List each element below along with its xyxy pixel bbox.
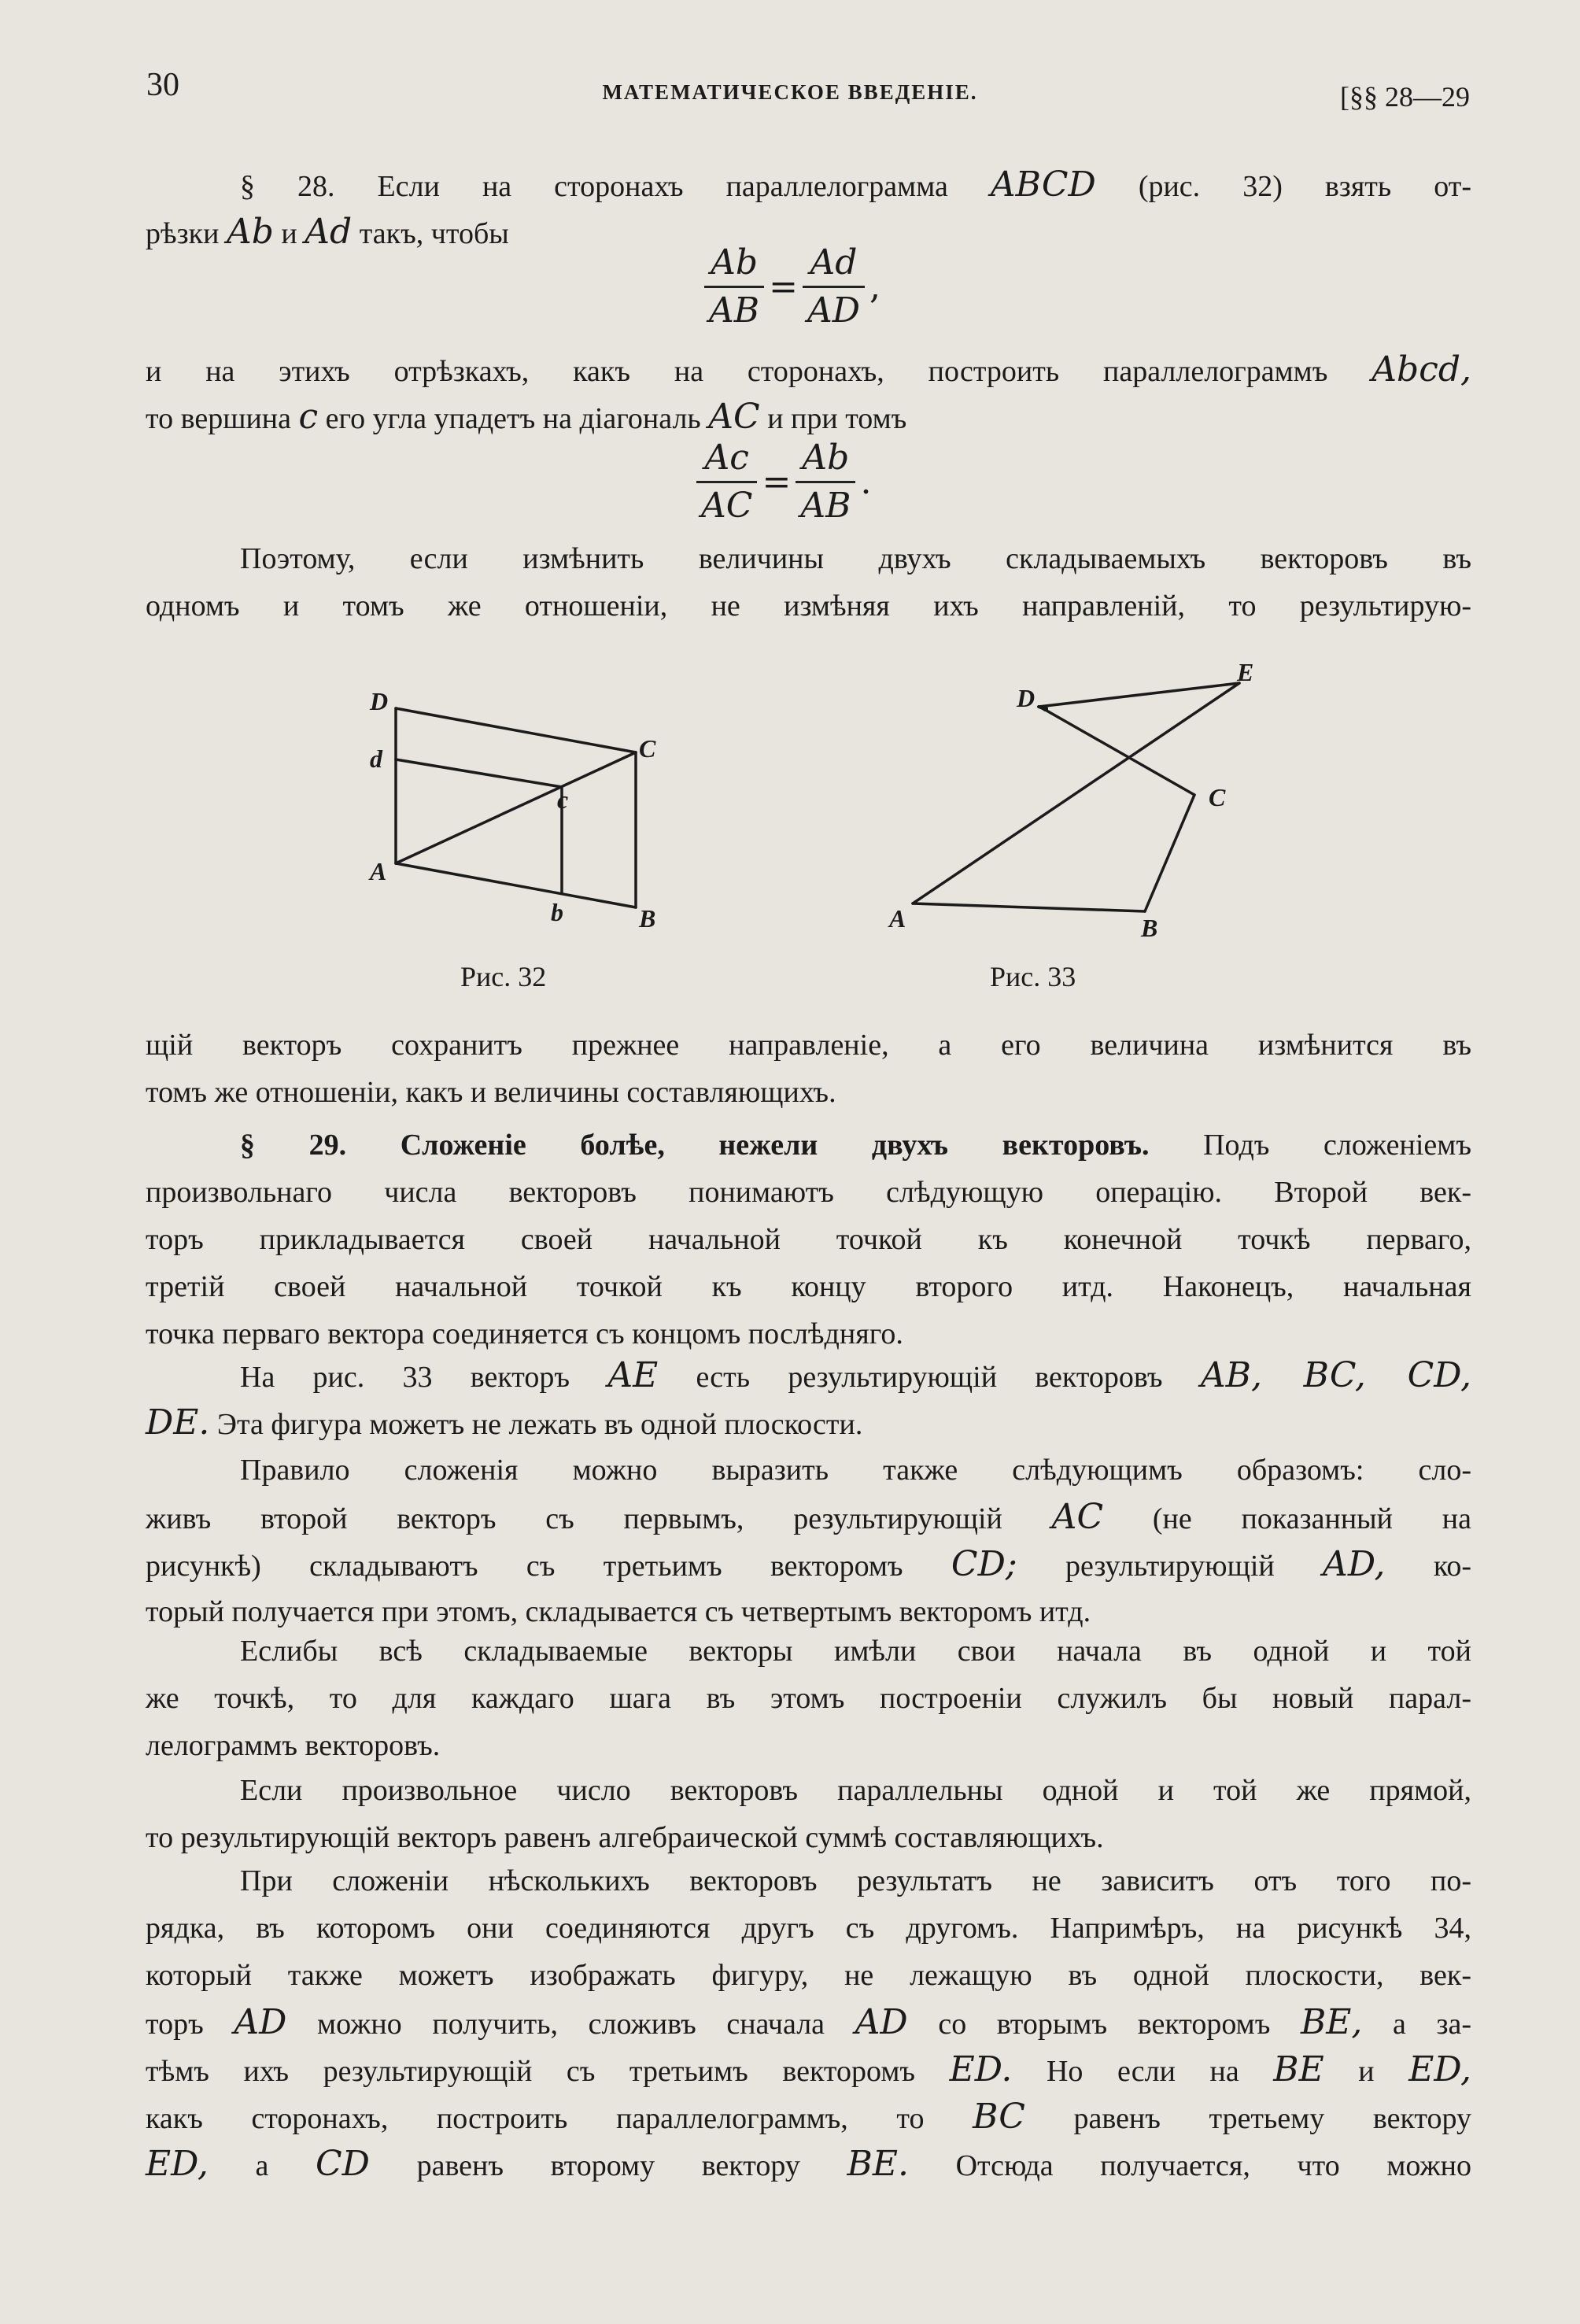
- paragraph-29-parallel: [146, 1767, 1471, 1861]
- text-line: третій своей начальной точкой къ концу второго итд. Наконецъ, начальная: [146, 1270, 1471, 1303]
- text: а: [255, 2149, 269, 2182]
- text-line: [146, 2093, 1471, 2141]
- text: а за-: [1393, 2008, 1472, 2041]
- math-var: BE,: [1300, 2002, 1363, 2042]
- text-line: томъ же отношеніи, какъ и величины составляющихъ.: [146, 1076, 836, 1109]
- text: и на этихъ отрѣзкахъ, какъ на сторонахъ, построить параллелограммъ: [146, 355, 1328, 388]
- math-var: DE.: [146, 1402, 210, 1443]
- text-line: же точкѣ, то для каждаго шага въ этомъ построеніи служилъ бы новый парал-: [146, 1682, 1471, 1715]
- paragraph-29-example: [146, 1352, 1471, 1446]
- math-var: AE: [607, 1355, 659, 1395]
- figure-32-caption: Рис. 32: [460, 961, 547, 992]
- text-line: то результирующій векторъ равенъ алгебраической суммѣ составляющихъ.: [146, 1821, 1104, 1854]
- text-line: [146, 1494, 1471, 1541]
- math-var: AC: [1051, 1497, 1104, 1537]
- vector-BC: [1145, 795, 1194, 911]
- paragraph-29-definition: [146, 1121, 1471, 1358]
- text-line: одномъ и томъ же отношеніи, не измѣняя ихъ направленій, то результирую-: [146, 589, 1471, 623]
- text: Отсюда получается, что можно: [955, 2149, 1472, 2182]
- text-line: Поэтому, если измѣнить величины двухъ складываемыхъ векторовъ въ: [240, 542, 1471, 575]
- math-var: ED,: [1408, 2049, 1472, 2089]
- text-line: Если произвольное число векторовъ параллельны одной и той же прямой,: [240, 1774, 1471, 1807]
- numerator: Ab: [796, 435, 855, 483]
- text-line: [146, 1399, 1471, 1446]
- text: Но если на: [1046, 2055, 1239, 2088]
- math-var: CD: [315, 2144, 370, 2184]
- text-line: торый получается при этомъ, складывается съ четвертымъ векторомъ итд.: [146, 1595, 1091, 1628]
- text-line: [146, 1121, 1471, 1169]
- denominator: AB: [709, 290, 760, 331]
- math-var: Ab: [226, 212, 274, 252]
- denominator: AB: [800, 486, 851, 526]
- denominator: AC: [701, 486, 753, 526]
- math-var: AB, BC, CD,: [1200, 1355, 1472, 1395]
- numerator: Ac: [696, 435, 757, 483]
- text: и: [281, 217, 297, 250]
- label-b: b: [551, 898, 563, 926]
- math-var: BC: [973, 2097, 1025, 2137]
- math-var: CD;: [951, 1544, 1017, 1584]
- figure-33-caption: Рис. 33: [990, 961, 1076, 992]
- denominator: AD: [807, 290, 861, 331]
- label-C: C: [639, 734, 656, 763]
- label-d: d: [370, 744, 382, 773]
- paragraph-29-common-origin: [146, 1628, 1471, 1769]
- side-DC: [396, 708, 636, 752]
- label-D: D: [370, 687, 389, 715]
- text: его угла упадетъ на діагональ: [325, 402, 701, 435]
- math-var: AD: [234, 2002, 287, 2042]
- text: рисункѣ) складываютъ съ третьимъ векторомъ: [146, 1550, 903, 1583]
- text: (рис. 32) взять от-: [1138, 170, 1472, 203]
- math-var: ABCD: [990, 164, 1096, 205]
- text: результирующій: [1065, 1550, 1275, 1583]
- paragraph-28-end: [146, 1022, 1471, 1116]
- vector-AB: [913, 903, 1145, 911]
- label-D: D: [1017, 684, 1035, 712]
- paragraph-28-conclusion: [146, 535, 1471, 630]
- text-line: [146, 1352, 1471, 1399]
- text: торъ: [146, 2008, 204, 2041]
- text: Эта фигура можетъ не лежать въ одной плоскости.: [216, 1408, 863, 1441]
- text: то вершина: [146, 402, 291, 435]
- text: какъ сторонахъ, построить параллелограммъ, то: [146, 2102, 925, 2135]
- text-line: торъ прикладывается своей начальной точкой къ конечной точкѣ перваго,: [146, 1223, 1471, 1256]
- fraction: [796, 435, 855, 529]
- text: рѣзки: [146, 217, 220, 250]
- segment-dc: [396, 759, 562, 787]
- label-C: C: [1209, 783, 1226, 811]
- text-line: При сложеніи нѣсколькихъ векторовъ результатъ не зависитъ отъ того по-: [240, 1864, 1471, 1897]
- label-B: B: [1141, 914, 1158, 942]
- text-line: Еслибы всѣ складываемые векторы имѣли свои начала въ одной и той: [240, 1635, 1471, 1668]
- text-line: [146, 2141, 1471, 2188]
- text: равенъ второму вектору: [416, 2149, 800, 2182]
- punctuation: .: [860, 462, 872, 502]
- math-var: Ad: [305, 212, 353, 252]
- text: живъ второй векторъ съ первымъ, результирующій: [146, 1502, 1002, 1535]
- math-var: AD: [855, 2002, 908, 2042]
- text-line: который также можетъ изображать фигуру, не лежащую въ одной плоскости, век-: [146, 1959, 1471, 1992]
- figure-33-vector-sum: [873, 645, 1283, 944]
- running-header: [0, 66, 1580, 113]
- text: (не показанный на: [1152, 1502, 1471, 1535]
- figure-32-parallelogram: [346, 677, 708, 944]
- text-line: [146, 161, 1471, 209]
- numerator: Ad: [803, 240, 865, 288]
- text: и при томъ: [767, 402, 907, 435]
- fraction: [696, 435, 757, 529]
- text-line: Правило сложенія можно выразить также слѣдующимъ образомъ: сло-: [240, 1454, 1471, 1487]
- paragraph-29-order: [146, 1857, 1471, 2188]
- text-line: рядка, въ которомъ они соединяются другъ съ другомъ. Напримѣръ, на рисункѣ 34,: [146, 1912, 1471, 1945]
- text-line: [146, 2046, 1471, 2093]
- text: На рис. 33 векторъ: [240, 1361, 570, 1394]
- label-A: A: [889, 904, 906, 933]
- label-c: c: [557, 785, 569, 814]
- paragraph-28-construction: [146, 346, 1471, 441]
- fraction: [704, 240, 764, 334]
- math-var: AC: [708, 397, 760, 437]
- page-number: 30: [146, 67, 179, 103]
- math-var: BE.: [847, 2144, 909, 2184]
- text-line: лелограммъ векторовъ.: [146, 1729, 441, 1762]
- formula-ratio-2: [696, 435, 876, 529]
- paragraph-29-rule: [146, 1446, 1471, 1635]
- vector-CD: [1043, 708, 1194, 795]
- fraction: [803, 240, 865, 334]
- text: ко-: [1433, 1550, 1472, 1583]
- text: и: [1358, 2055, 1375, 2088]
- section-number: § 29.: [240, 1129, 347, 1162]
- label-E: E: [1237, 658, 1254, 686]
- text: со вторымъ векторомъ: [938, 2008, 1271, 2041]
- text-line: [146, 1541, 1471, 1588]
- math-var: AD,: [1323, 1544, 1386, 1584]
- text-line: [146, 393, 1471, 441]
- text: равенъ третьему вектору: [1073, 2102, 1472, 2135]
- diagonal-AC: [396, 752, 636, 863]
- side-AB: [396, 863, 636, 907]
- math-var: ED.: [949, 2049, 1013, 2089]
- numerator: Ab: [704, 240, 764, 288]
- label-B: B: [639, 904, 656, 933]
- math-var: ED,: [146, 2144, 209, 2184]
- text: Подъ сложеніемъ: [1203, 1129, 1471, 1162]
- text: такъ, чтобы: [359, 217, 509, 250]
- math-var: c: [298, 397, 319, 437]
- section-reference: [§§ 28—29: [1340, 81, 1470, 113]
- math-var: Abcd,: [1371, 349, 1472, 390]
- text-line: [146, 1999, 1471, 2046]
- text-line: [146, 346, 1471, 393]
- punctuation: ,: [869, 267, 881, 307]
- section-heading: Сложеніе болѣе, нежели двухъ векторовъ.: [400, 1129, 1150, 1162]
- text-line: точка перваго вектора соединяется съ концомъ послѣдняго.: [146, 1317, 903, 1350]
- formula-ratio-1: [704, 240, 885, 334]
- text: есть результирующій векторовъ: [696, 1361, 1163, 1394]
- equals-sign: =: [762, 462, 792, 502]
- running-title: МАТЕМАТИЧЕСКОЕ ВВЕДЕНІЕ.: [602, 80, 978, 104]
- text-line: щій векторъ сохранитъ прежнее направленіе, а его величина измѣнится въ: [146, 1029, 1471, 1062]
- text: тѣмъ ихъ результирующій съ третьимъ векторомъ: [146, 2055, 916, 2088]
- math-var: BE: [1273, 2049, 1324, 2089]
- text: § 28. Если на сторонахъ параллелограмма: [240, 170, 948, 203]
- text: можно получить, сложивъ сначала: [317, 2008, 825, 2041]
- equals-sign: =: [769, 267, 798, 307]
- text-line: произвольнаго числа векторовъ понимаютъ слѣдующую операцію. Второй век-: [146, 1176, 1471, 1209]
- label-A: A: [370, 857, 387, 885]
